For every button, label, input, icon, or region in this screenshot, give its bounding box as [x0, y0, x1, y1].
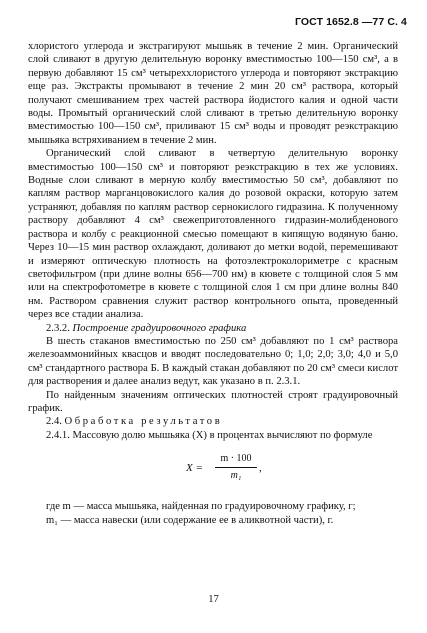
document-body [28, 40, 398, 527]
paragraph: 2.4.1. Массовую долю мышьяка (X) в процентах вычисляют по формуле [46, 429, 373, 441]
definition: m₁ — масса навески (или содержание ее в аликвотной части), г. [46, 514, 334, 526]
formula [28, 452, 398, 492]
section-title: Построение градуировочного графика [72, 322, 247, 334]
section-number: 2.4. [46, 416, 62, 428]
page-number: 17 [208, 594, 219, 605]
paragraph: Органический слой сливают в четвертую делительную воронку вместимостью 100—150 см³ и повторяют реэкстракцию в тех же условиях. Водные слои сливают в мерную колбу вместимостью 50 см³, добавляют по каплям раствор марганцовокислого калия до розовой окраски, которую затем устраняют, добавляя по каплям раствор сернокислого гидразина. К полученному раствору добавляют 4 см³ свежеприготовленного гидразин-молибденового раствора и колбу с реакционной смесью помещают в кипящую водяную баню. Через 10—15 мин раствор охлаждают, доливают до метки водой, перемешивают и измеряют оптическую плотность на фотоэлектроколориметре с красным светофильтром (при длине волны 656—700 нм) в кювете с толщиной слоя 5 мм или на спектрофотометре в кювете с толщиной слоя 1 см при длине волны 840 нм. Раствором сравнения служит раствор контрольного опыта, проведенный через все стадии анализа. [28, 148, 398, 321]
section-number: 2.3.2. [46, 322, 70, 334]
standard-header: ГОСТ 1652.8 —77 С. 4 [294, 16, 407, 28]
definition: где m — масса мышьяка, найденная по градуировочному графику, г; [46, 501, 356, 513]
formula-denominator: m₁ [230, 469, 242, 481]
formula-tail: , [259, 462, 262, 475]
paragraph: По найденным значениям оптических плотностей строят градуировочный график. [28, 389, 398, 414]
formula-fraction [215, 452, 257, 482]
paragraph: хлористого углерода и экстрагируют мышьяк в течение 2 мин. Органический слой сливают в другую делительную воронку вместимостью 100—150 см³, а в первую добавляют 15 см³ четыреххлористого углерода и повторяют экстракцию еще раз. Экстракты промывают в течение 2 мин 20 см³ раствора, который получают смешиванием трех частей раствора йодистого калия и одной части воды. Промытый органический слой сливают в третью делительную воронку вместимостью 100—150 см³, приливают 15 см³ воды и проводят реэкстракцию мышьяка встряхиванием в течение 2 мин. [28, 41, 398, 146]
section-heading-2-3-2 [28, 322, 398, 335]
formula-lhs: X = [186, 462, 203, 475]
formula-numerator: m · 100 [215, 452, 257, 467]
paragraph: В шесть стаканов вместимостью по 250 см³ добавляют по 1 см³ раствора железоаммонийных квасцов и вводят последовательно 0; 1,0; 2,0; 3,0; 4,0 и 5,0 см³ стандартного раствора Б. В каждый стакан добавляют по 20 см³ смеси кислот для растворения и далее анализ ведут, как указано в п. 2.3.1. [28, 335, 398, 388]
section-heading-2-4 [28, 415, 398, 428]
section-title: Обработка результатов [64, 416, 223, 428]
